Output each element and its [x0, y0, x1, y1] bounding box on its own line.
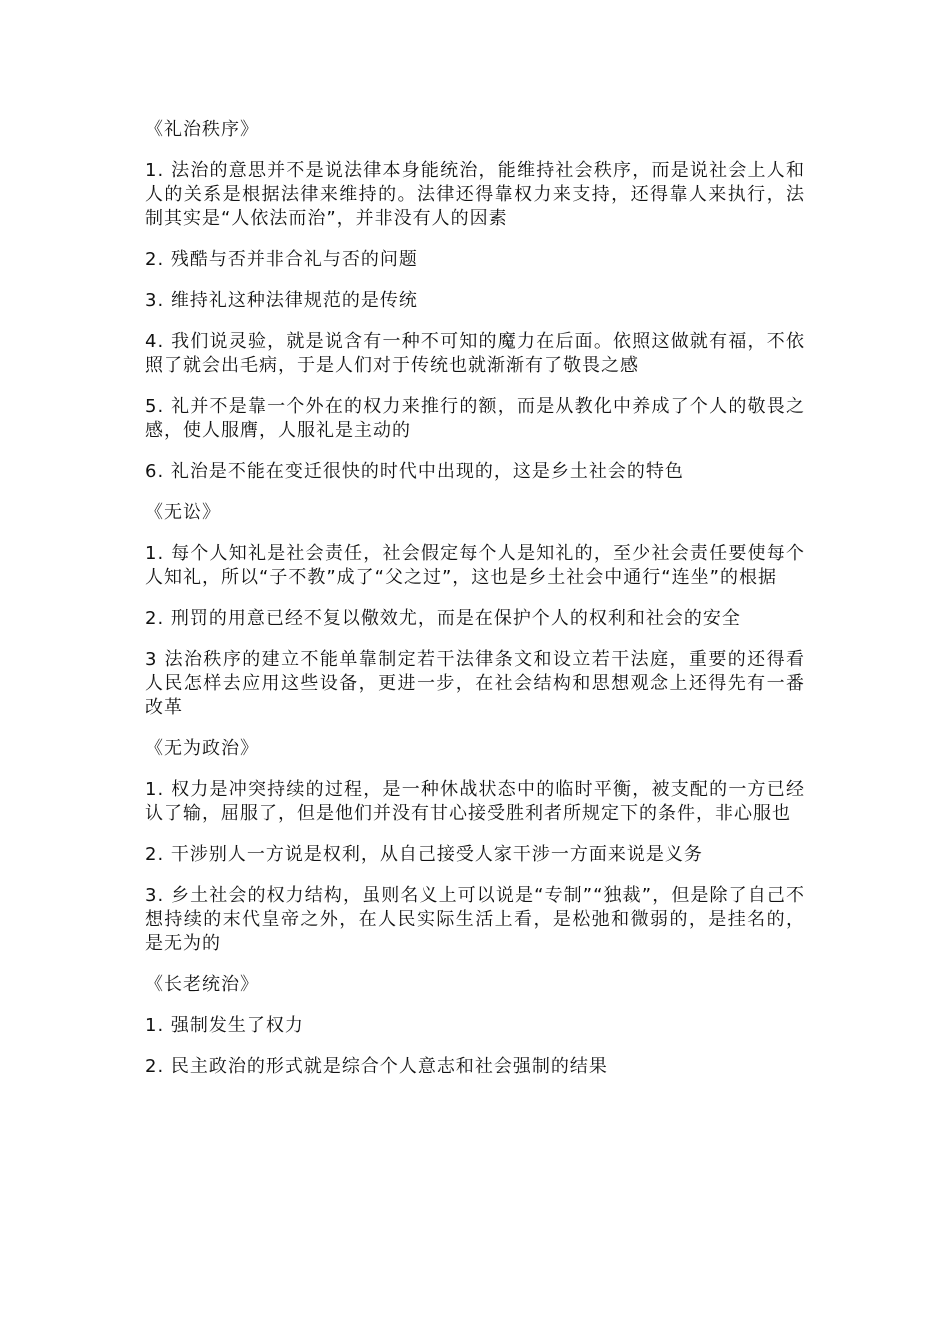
list-item: 3. 乡土社会的权力结构，虽则名义上可以说是“专制”“独裁”，但是除了自己不想持续的末代皇帝之外，在人民实际生活上看，是松弛和微弱的，是挂名的，是无为的 — [145, 885, 805, 954]
list-item: 1. 每个人知礼是社会责任，社会假定每个人是知礼的，至少社会责任要使每个人知礼，所以“子不教”成了“父之过”，这也是乡土社会中通行“连坐”的根据 — [145, 543, 805, 588]
list-item: 5. 礼并不是靠一个外在的权力来推行的额，而是从教化中养成了个人的敬畏之感，使人服膺，人服礼是主动的 — [145, 396, 805, 441]
section-title: 《无为政治》 — [145, 738, 259, 759]
list-item: 2. 民主政治的形式就是综合个人意志和社会强制的结果 — [145, 1056, 608, 1077]
section-title: 《无讼》 — [145, 502, 221, 523]
section-zhanglao — [145, 973, 805, 1079]
list-item: 1. 强制发生了权力 — [145, 1015, 304, 1036]
list-item: 1. 权力是冲突持续的过程，是一种休战状态中的临时平衡，被支配的一方已经认了输，屈服了，但是他们并没有甘心接受胜利者所规定下的条件，非心服也 — [145, 779, 805, 824]
section-wusong — [145, 501, 805, 720]
section-wuwei — [145, 737, 805, 956]
list-item: 6. 礼治是不能在变迁很快的时代中出现的，这是乡土社会的特色 — [145, 461, 684, 482]
list-item: 1. 法治的意思并不是说法律本身能统治，能维持社会秩序，而是说社会上人和人的关系是根据法律来维持的。法律还得靠权力来支持，还得靠人来执行，法制其实是“人依法而治”，并非没有人的因素 — [145, 160, 805, 229]
list-item: 3 法治秩序的建立不能单靠制定若干法律条文和设立若干法庭，重要的还得看人民怎样去应用这些设备，更进一步，在社会结构和思想观念上还得先有一番改革 — [145, 649, 805, 718]
section-title: 《长老统治》 — [145, 974, 259, 995]
document-body — [145, 118, 805, 1096]
list-item: 2. 残酷与否并非合礼与否的问题 — [145, 249, 418, 270]
list-item: 4. 我们说灵验，就是说含有一种不可知的魔力在后面。依照这做就有福，不依照了就会出毛病，于是人们对于传统也就渐渐有了敬畏之感 — [145, 331, 805, 376]
list-item: 2. 刑罚的用意已经不复以儆效尤，而是在保护个人的权利和社会的安全 — [145, 608, 741, 629]
list-item: 3. 维持礼这种法律规范的是传统 — [145, 290, 418, 311]
section-lizhi — [145, 118, 805, 484]
section-title: 《礼治秩序》 — [145, 119, 259, 140]
list-item: 2. 干涉别人一方说是权利，从自己接受人家干涉一方面来说是义务 — [145, 844, 703, 865]
